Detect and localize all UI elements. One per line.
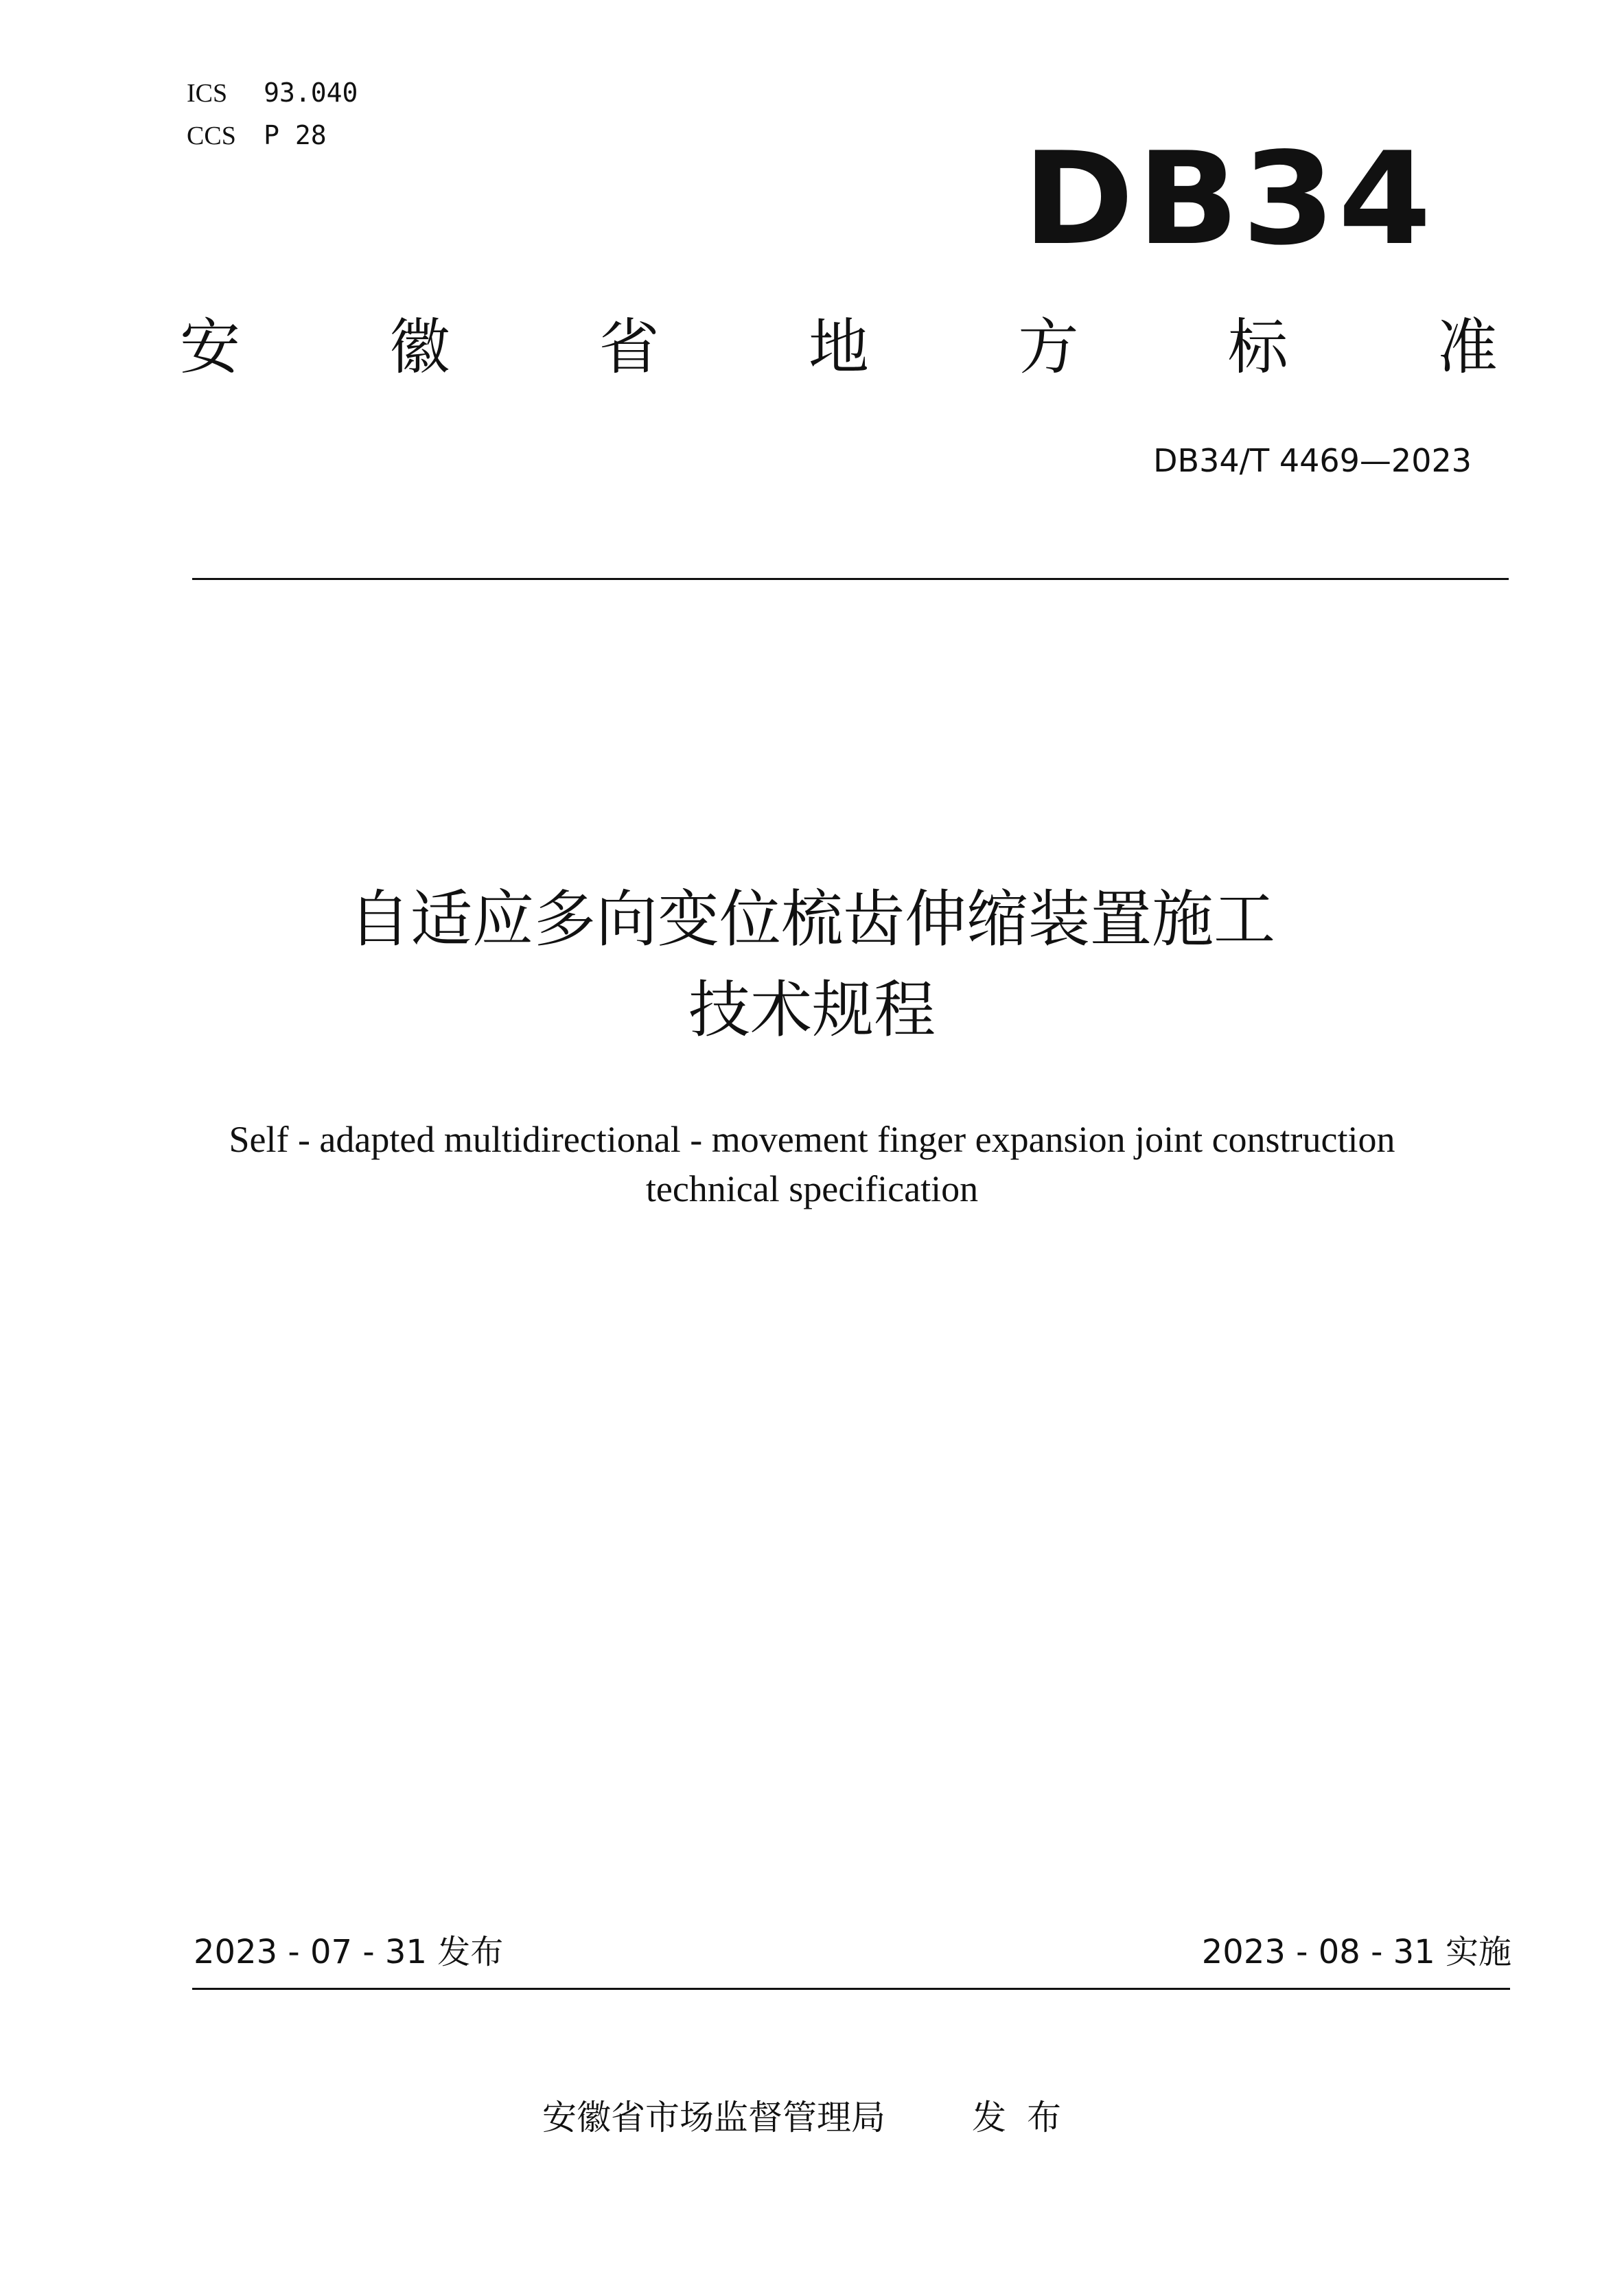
publisher	[0, 2099, 1624, 2137]
publisher-name: 安徽省市场监督管理局	[542, 2098, 886, 2137]
header-divider	[192, 578, 1509, 580]
document-title-cn-line2: 技术规程	[688, 974, 936, 1046]
title-char: 地	[808, 312, 869, 382]
title-char: 安	[180, 312, 241, 382]
ccs-value: P 28	[264, 120, 327, 150]
ics-value: 93.040	[264, 78, 358, 108]
document-title-en-line1: Self - adapted multidirectional - movement finger expansion joint construction	[229, 1119, 1395, 1160]
title-char: 准	[1437, 312, 1498, 382]
ics-label: ICS	[187, 79, 228, 108]
title-char: 省	[599, 312, 660, 382]
title-char: 方	[1018, 312, 1079, 382]
db34-logo: DB34	[1023, 124, 1435, 273]
standard-number: DB34/T 4469—2023	[1153, 442, 1472, 479]
ics-code	[187, 80, 358, 106]
document-title-cn-line1: 自适应多向变位梳齿伸缩装置施工	[349, 883, 1275, 955]
ccs-label: CCS	[187, 121, 236, 150]
title-char: 徽	[389, 312, 450, 382]
standard-category-title	[180, 314, 1498, 381]
title-char: 标	[1227, 312, 1288, 382]
implementation-date: 2023 - 08 - 31 实施	[1201, 1933, 1511, 1971]
document-title-en-line2: technical specification	[645, 1168, 979, 1209]
footer-divider	[192, 1988, 1510, 1990]
publisher-action: 发布	[971, 2098, 1082, 2137]
ccs-code	[187, 122, 327, 149]
issue-date: 2023 - 07 - 31 发布	[194, 1933, 504, 1971]
